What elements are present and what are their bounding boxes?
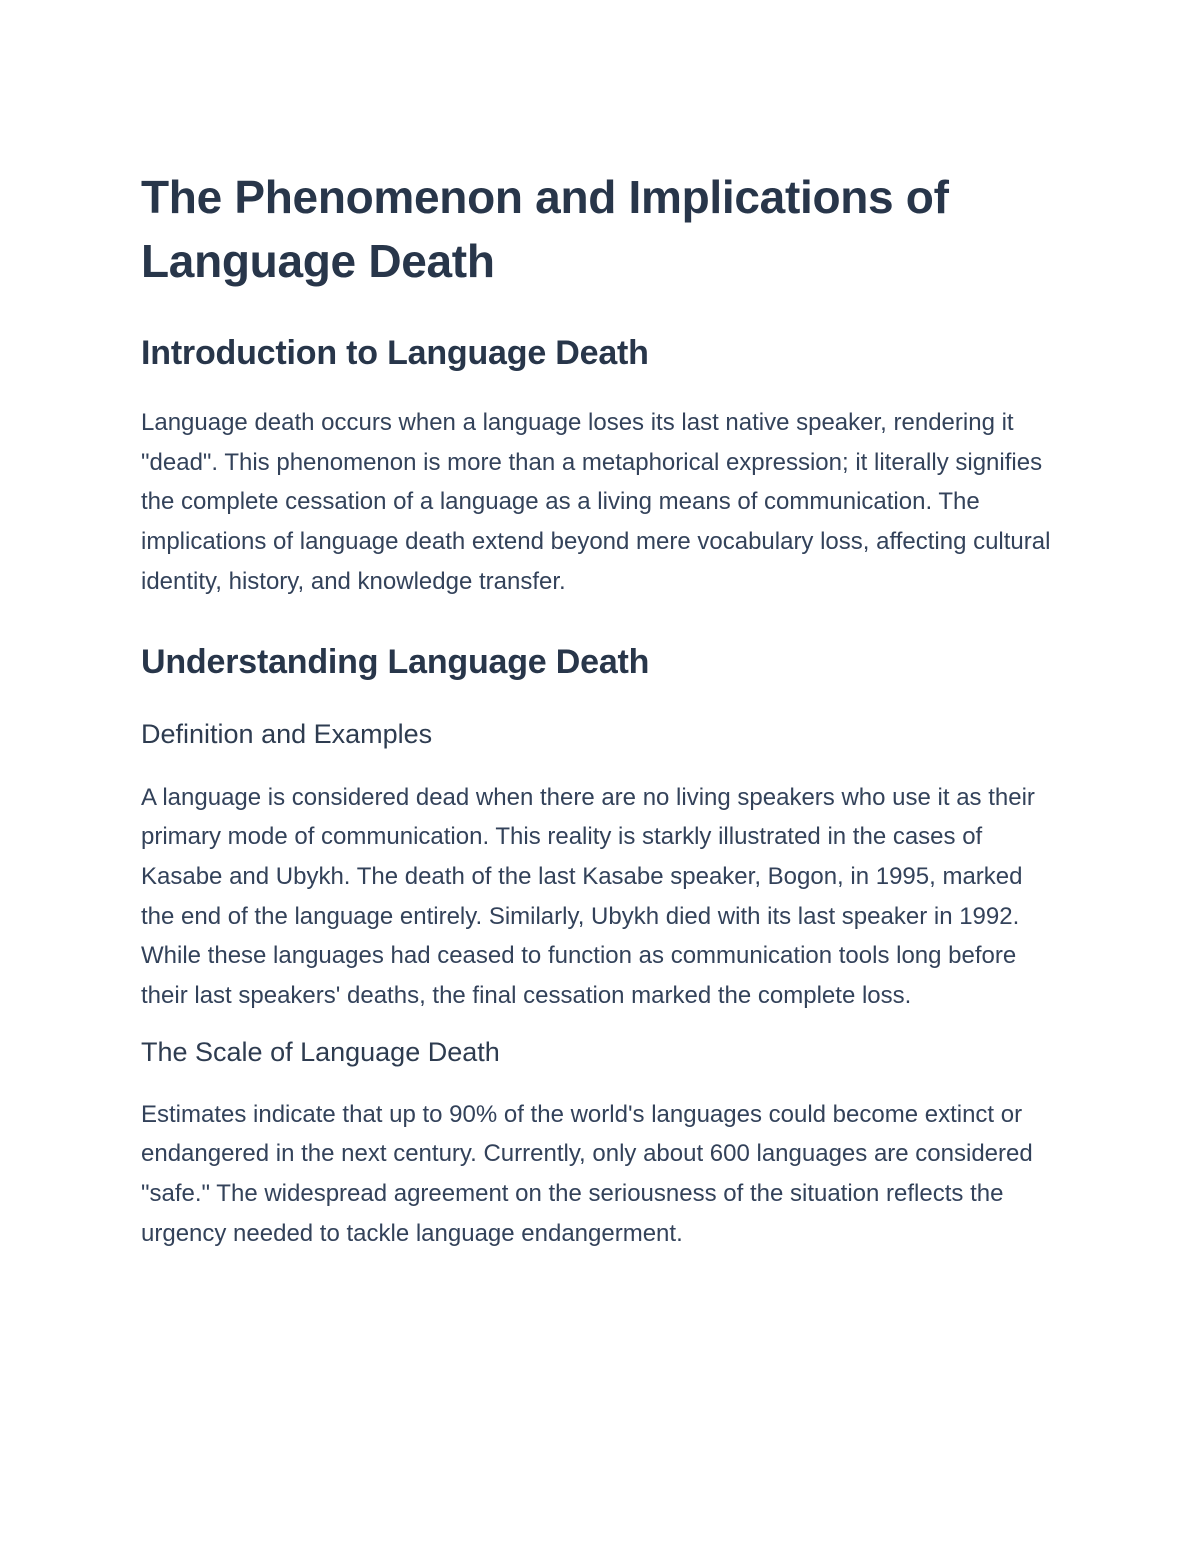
document-title: The Phenomenon and Implications of Language Death — [141, 171, 949, 287]
document-page — [141, 165, 1061, 1254]
section-heading-understanding: Understanding Language Death — [141, 642, 650, 681]
section-heading-introduction: Introduction to Language Death — [141, 334, 649, 372]
paragraph-introduction: Language death occurs when a language loses its last native speaker, rendering it "dead". This phenomenon is more than a metaphorical expression; it literally signifies the complete cessation of a language as a living means of communication. The implications of language death extend beyond mere vocabulary loss, affecting cultural identity, history, and knowledge transfer. — [141, 409, 1051, 595]
subsection-heading-definition: Definition and Examples — [141, 718, 433, 749]
paragraph-definition: A language is considered dead when there are no living speakers who use it as their primary mode of communication. This reality is starkly illustrated in the cases of Kasabe and Ubykh. The death of the last Kasabe speaker, Bogon, in 1995, marked the end of the language entirely. Similarly, Ubykh died with its last speaker in 1992. While these languages had ceased to function as communication tools long before their last speakers' deaths, the final cessation marked the complete loss. — [141, 783, 1035, 1010]
paragraph-scale: Estimates indicate that up to 90% of the world's languages could become extinct or endangered in the next century. Currently, only about 600 languages are considered "safe." The widespread agreement on the seriousness of the situation reflects the urgency needed to tackle language endangerment. — [141, 1100, 1033, 1247]
subsection-heading-scale: The Scale of Language Death — [141, 1036, 500, 1067]
